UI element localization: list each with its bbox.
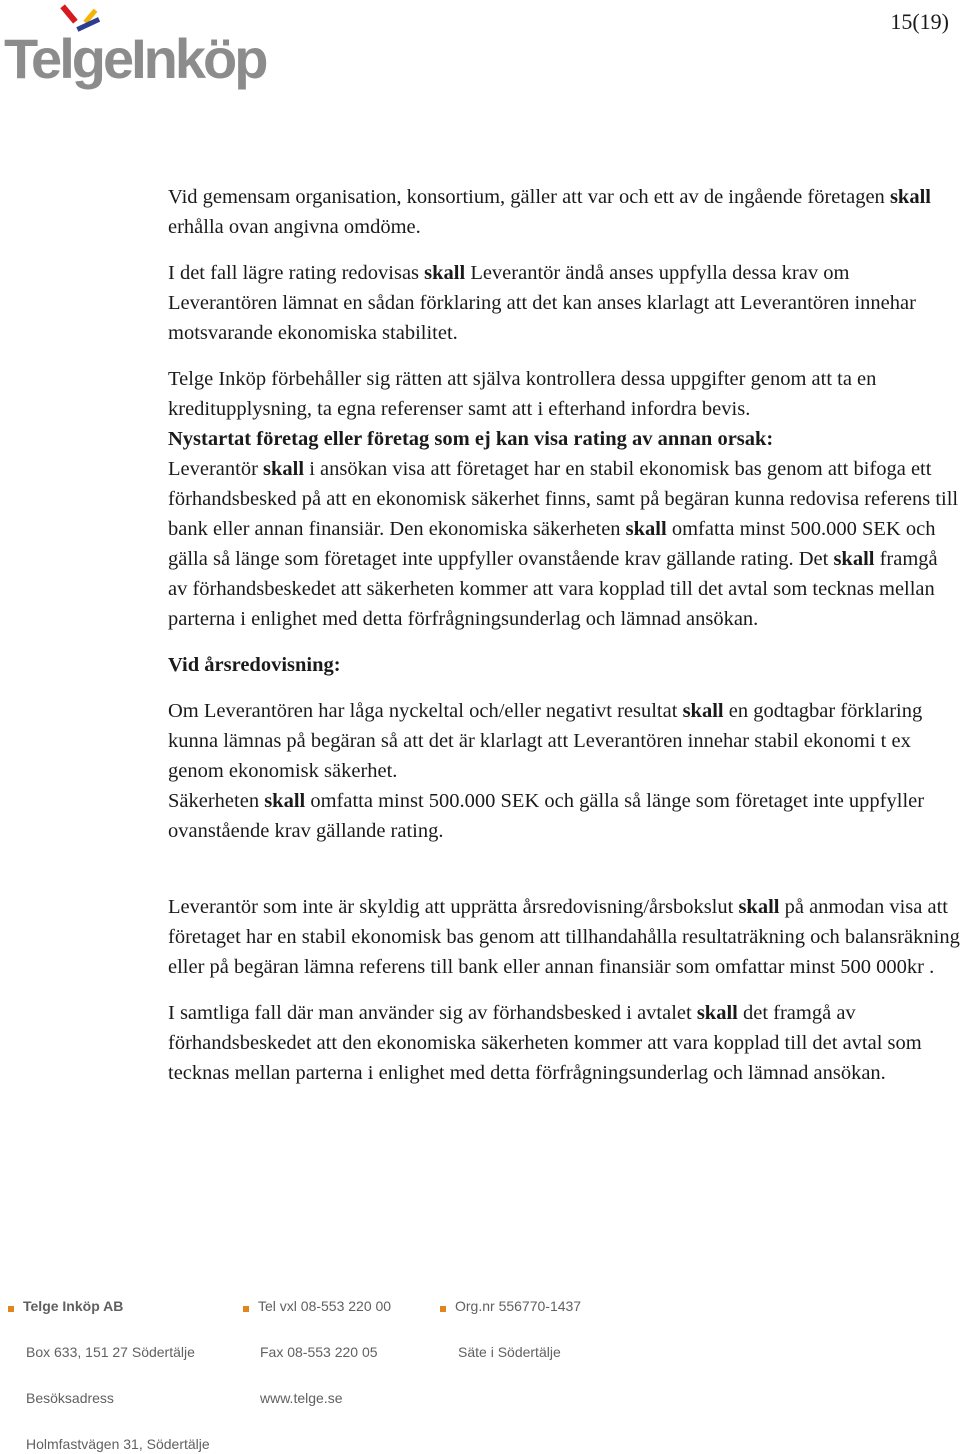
paragraph-consortium: Vid gemensam organisation, konsortium, gäller att var och ett av de ingående företagen skall erhålla ovan angivna omdöme. [168, 186, 931, 238]
paragraph-no-annual-report: Leverantör som inte är skyldig att upprätta årsredovisning/årsbokslut skall på anmodan visa att företaget har en stabil ekonomisk bas genom att tillhandahålla resultaträkning och balansräkning eller på begäran lämna referens till bank eller annan finansiär som omfattar minst 500 000kr . [168, 896, 960, 978]
footer-company: Telge Inköp AB [8, 1298, 123, 1314]
logo-text: TelgeInköp [4, 27, 266, 90]
heading-new-company: Nystartat företag eller företag som ej kan visa rating av annan orsak: [168, 428, 774, 450]
bullet-icon [440, 1306, 446, 1312]
footer-visit-address: Holmfastvägen 31, Södertälje [26, 1436, 210, 1452]
footer-visit-label: Besöksadress [26, 1390, 114, 1406]
document-body [168, 182, 960, 1088]
paragraph-new-company: Leverantör skall i ansökan visa att företaget har en stabil ekonomisk bas genom att bifoga ett förhandsbesked på att en ekonomisk säkerhet finns, samt på begäran kunna redovisa referens till bank eller annan finansiär. Den ekonomiska säkerheten skall omfatta minst 500.000 SEK och gälla så länge som företaget inte uppfyller ovanstående krav gällande rating. Det skall framgå av förhandsbeskedet att säkerheten kommer att vara kopplad till det avtal som tecknas mellan parterna i enlighet med detta förfrågningsunderlag och lämnad ansökan. [168, 458, 959, 630]
paragraph-annual-report: Om Leverantören har låga nyckeltal och/eller negativt resultat skall en godtagbar förklaring kunna lämnas på begäran så att det är klarlagt att Leverantören innehar stabil ekonomi t ex genom ekonomisk säkerhet. [168, 700, 923, 782]
footer-fax: Fax 08-553 220 05 [260, 1344, 378, 1360]
paragraph-lower-rating: I det fall lägre rating redovisas skall Leverantör ändå anses uppfylla dessa krav om Leverantören lämnat en sådan förklaring att det kan anses klarlagt att Leverantören innehar motsvarande ekonomiska stabilitet. [168, 262, 916, 344]
footer-website-link[interactable]: www.telge.se [260, 1390, 343, 1406]
page-footer [0, 1290, 960, 1454]
footer-phone: Tel vxl 08-553 220 00 [243, 1298, 391, 1314]
logo-red-stroke [60, 4, 77, 23]
bullet-icon [243, 1306, 249, 1312]
footer-seat: Säte i Södertälje [458, 1344, 561, 1360]
paragraph-all-cases: I samtliga fall där man använder sig av förhandsbesked i avtalet skall det framgå av förhandsbeskedet att den ekonomiska säkerheten kommer att vara kopplad till det avtal som tecknas mellan parterna i enlighet med detta förfrågningsunderlag och lämnad ansökan. [168, 1002, 922, 1084]
paragraph-reservation: Telge Inköp förbehåller sig rätten att själva kontrollera dessa uppgifter genom att ta en kreditupplysning, ta egna referenser samt att i efterhand infordra bevis. [168, 368, 877, 420]
page-number: 15(19) [890, 9, 949, 34]
footer-box-address: Box 633, 151 27 Södertälje [26, 1344, 195, 1360]
heading-annual-report: Vid årsredovisning: [168, 654, 341, 676]
telge-inkop-logo [0, 0, 300, 100]
paragraph-security: Säkerheten skall omfatta minst 500.000 SEK och gälla så länge som företaget inte uppfyller ovanstående krav gällande rating. [168, 790, 925, 842]
bullet-icon [8, 1306, 14, 1312]
footer-org-number: Org.nr 556770-1437 [440, 1298, 581, 1314]
